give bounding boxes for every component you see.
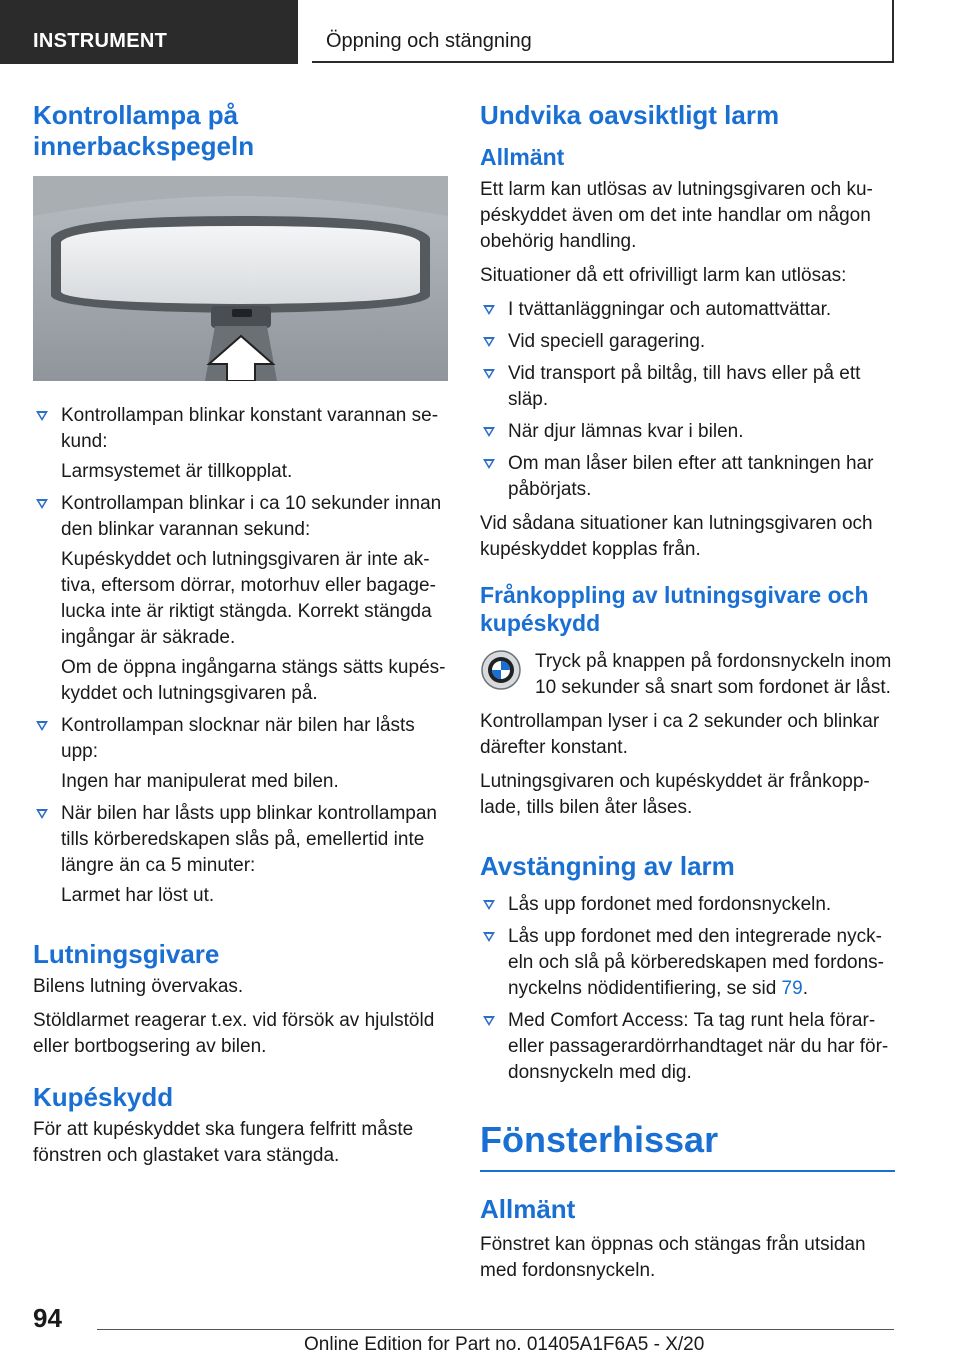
heading-avstangning: Avstängning av larm	[480, 851, 735, 881]
mirror-illustration	[33, 176, 448, 381]
paragraph: För att kupéskyddet ska fungera felfritt måste fönstren och glastaket vara stängda.	[33, 1119, 414, 1166]
list-item: I tvättanläggningar och automattvättar.	[480, 297, 895, 323]
list-item: När bilen har låsts upp blinkar kontrollampan tills körberedskapen slås på, emellertid inte längre än ca 5 minuter: Larmet har löst ut.	[33, 801, 448, 909]
page-reference-link[interactable]: 79	[781, 978, 803, 999]
heading-kupeskydd: Kupéskydd	[33, 1082, 174, 1112]
list-item: Vid transport på biltåg, till havs eller på ett släp.	[480, 361, 895, 413]
page-header	[0, 0, 960, 66]
paragraph: Bilens lutning övervakas.	[33, 976, 244, 997]
bullet-triangle-icon	[36, 499, 48, 509]
section-tab	[0, 0, 298, 64]
bullet-triangle-icon	[483, 1016, 495, 1026]
list-item: Kontrollampan blinkar i ca 10 sekunder innan den blinkar varannan sekund: Kupéskyddet och lutningsgivaren är inte ak- tiva, eftersom dörrar, motorhuv eller bagage- lucka inte är riktigt stängda. Korrekt stängda ingångar är säkrade. Om de öppna ingångarna stängs sätts kupés- kyddet och lutningsgivaren på.	[33, 491, 448, 707]
list-item: När djur lämnas kvar i bilen.	[480, 419, 895, 445]
list-item: Om man låser bilen efter att tankningen har påbörjats.	[480, 451, 895, 503]
heading-undvika-larm: Undvika oavsiktligt larm	[480, 100, 780, 130]
paragraph: Ett larm kan utlösas av lutningsgivaren och ku- péskyddet även om det inte handlar om någon obehörig handling.	[480, 179, 873, 252]
subheading-allmant: Allmänt	[480, 144, 565, 170]
heading-fonsterhissar: Fönsterhissar	[480, 1119, 719, 1160]
paragraph: Vid sådana situationer kan lutningsgivaren och kupéskyddet kopplas från.	[480, 513, 873, 560]
bullet-triangle-icon	[483, 459, 495, 469]
heading-lutningsgivare: Lutningsgivare	[33, 939, 220, 969]
key-instruction-text: Tryck på knappen på fordonsnyckeln inom 10 sekunder så snart som fordonet är låst.	[535, 651, 892, 698]
bullet-triangle-icon	[36, 721, 48, 731]
bullet-triangle-icon	[483, 305, 495, 315]
car-key-icon	[480, 649, 522, 691]
subheading-allmant-2: Allmänt	[480, 1194, 576, 1224]
paragraph: Situationer då ett ofrivilligt larm kan utlösas:	[480, 265, 847, 286]
list-item: Kontrollampan blinkar konstant varannan se- kund: Larmsystemet är tillkopplat.	[33, 403, 448, 485]
bullet-triangle-icon	[483, 932, 495, 942]
section-label: INSTRUMENT	[33, 30, 168, 52]
footer-edition: Online Edition for Part no. 01405A1F6A5 - X/20	[304, 1334, 705, 1355]
heading-kontrollampa: Kontrollampa på innerbackspegeln	[33, 100, 255, 161]
paragraph: Fönstret kan öppnas och stängas från utsidan med fordonsnyckeln.	[480, 1234, 866, 1281]
left-column	[33, 100, 448, 1177]
footer-divider	[97, 1329, 894, 1330]
bullet-triangle-icon	[36, 411, 48, 421]
key-instruction	[480, 649, 895, 701]
deactivation-list	[480, 892, 895, 1086]
list-item: Lås upp fordonet med fordonsnyckeln.	[480, 892, 895, 918]
bullet-triangle-icon	[483, 427, 495, 437]
bullet-triangle-icon	[483, 900, 495, 910]
bullet-triangle-icon	[483, 337, 495, 347]
chapter-tab	[312, 0, 894, 63]
situation-list	[480, 297, 895, 503]
bullet-triangle-icon	[483, 369, 495, 379]
list-item: Med Comfort Access: Ta tag runt hela förar- eller passagerardörrhandtaget när du har för- donsnyckeln med dig.	[480, 1008, 895, 1086]
list-item: Lås upp fordonet med den integrerade nyck- eln och slå på körberedskapen med fordons- nyckelns nödidentifiering, se sid 79.	[480, 924, 895, 1002]
page-number: 94	[33, 1303, 62, 1333]
bullet-triangle-icon	[36, 809, 48, 819]
paragraph: Kontrollampan lyser i ca 2 sekunder och blinkar därefter konstant.	[480, 711, 880, 758]
right-column	[480, 100, 895, 1292]
list-item: Kontrollampan slocknar när bilen har låsts upp: Ingen har manipulerat med bilen.	[33, 713, 448, 795]
list-item: Vid speciell garagering.	[480, 329, 895, 355]
indicator-list	[33, 403, 448, 909]
paragraph: Stöldlarmet reagerar t.ex. vid försök av hjulstöld eller bortbogsering av bilen.	[33, 1010, 435, 1057]
chapter-heading-block	[480, 1118, 895, 1172]
paragraph: Lutningsgivaren och kupéskyddet är frånkopp- lade, tills bilen åter låses.	[480, 771, 870, 818]
chapter-title: Öppning och stängning	[326, 30, 532, 52]
subheading-frankoppling: Frånkoppling av lutningsgivare och kupéskydd	[480, 582, 869, 636]
